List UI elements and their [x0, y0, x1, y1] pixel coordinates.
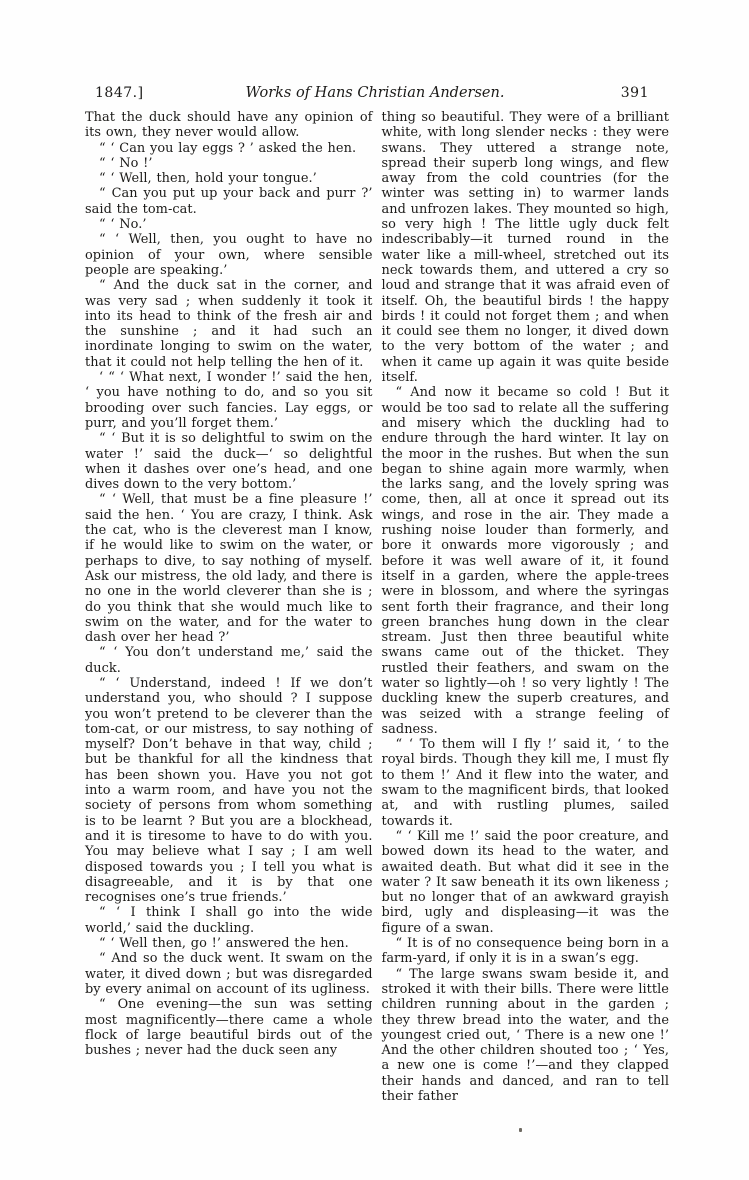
paragraph: “ ‘ Well, that must be a fine pleasure !’ said the hen. ‘ You are crazy, I think. Ask the cat, who is the cleverest man I know, if he would like to swim on the water, or perhaps to dive, to say nothing of myself. Ask our mistress, the old lady, and there is no one in the world cleverer than she is ; do you think that she would much like to swim on the water, and for the water to dash over her head ?’ [85, 492, 373, 646]
paragraph: “ It is of no consequence being born in a farm-yard, if only it is in a swan’s egg. [381, 936, 669, 967]
paragraph: That the duck should have any opinion of its own, they never would allow. [85, 110, 373, 141]
paragraph: “ ‘ Well, then, you ought to have no opinion of your own, where sensible people are speaking.’ [85, 232, 373, 278]
paragraph: “ And now it became so cold ! But it would be too sad to relate all the suffering and misery which the duckling had to endure through the hard winter. It lay on the moor in the rushes. But when the sun began to shine again more warmly, when the larks sang, and the lovely spring was come, then, all at once it spread out its wings, and rose in the air. They made a rushing noise louder than formerly, and bore it onwards more vigorously ; and before it was well aware of it, it found itself in a garden, where the apple-trees were in blossom, and where the syringas sent forth their fragrance, and their long green branches hung down in the clear stream. Just then three beautiful white swans came out of the thicket. They rustled their feathers, and swam on the water so lightly—oh ! so very lightly ! The duckling knew the superb creatures, and was seized with a strange feeling of sadness. [381, 385, 669, 737]
paragraph: “ And so the duck went. It swam on the water, it dived down ; but was disregarded by every animal on account of its ugliness. [85, 951, 373, 997]
paragraph: “ ‘ But it is so delightful to swim on the water !’ said the duck—‘ so delightful when it dashes over one’s head, and one dives down to the very bottom.’ [85, 431, 373, 493]
paragraph: “ ‘ Well then, go !’ answered the hen. [99, 936, 349, 952]
header-title: Works of Hans Christian Andersen. [245, 85, 505, 101]
paragraph: ‘ “ ‘ What next, I wonder !’ said the hen, ‘ you have nothing to do, and so you sit brooding over such fancies. Lay eggs, or purr, and you’ll forget them.’ [85, 370, 373, 431]
paragraph: “ One evening—the sun was setting most magnificently—there came a whole flock of large beautiful birds out of the bushes ; never had the duck seen any [85, 997, 373, 1059]
text-columns [85, 110, 669, 1104]
paragraph: “ And the duck sat in the corner, and was very sad ; when suddenly it took it into its head to think of the fresh air and the sunshine ; and it had such an inordinate longing to swim on the water, that it could not help telling the hen of it. [85, 278, 373, 370]
paragraph: “ Can you put up your back and purr ?’ said the tom-cat. [85, 186, 373, 217]
paragraph: “ ‘ Kill me !’ said the poor creature, and bowed down its head to the water, and awaited death. But what did it see in the water ? It saw beneath it its own likeness ; but no longer that of an awkward grayish bird, ugly and displeasing—it was the figure of a swan. [381, 828, 669, 936]
paragraph: “ ‘ To them will I fly !’ said it, ‘ to the royal birds. Though they kill me, I must fly to them !’ And it flew into the water, and swam to the magnificent birds, that looked at, and with rustling plumes, sailed towards it. [381, 737, 669, 829]
paragraph: “ ‘ Understand, indeed ! If we don’t understand you, who should ? I suppose you won’t pretend to be cleverer than the tom-cat, or our mistress, to say nothing of myself? Don’t behave in that way, child ; but be thankful for all the kindness that has been shown you. Have you not got into a warm room, and have you not the society of persons from whom something is to be learnt ? But you are a blockhead, and it is tiresome to have to do with you. You may believe what I say ; I am well disposed towards you ; I tell you what is disagreeable, and it is by that one recognises one’s true friends.’ [85, 675, 373, 906]
paragraph: “ ‘ Can you lay eggs ? ’ asked the hen. [99, 140, 357, 156]
header-page-number: 391 [620, 85, 649, 101]
right-column [382, 110, 670, 1104]
paragraph: “ ‘ Well, then, hold your tongue.’ [99, 171, 317, 187]
paragraph: “ The large swans swam beside it, and stroked it with their bills. There were little children running about in the garden ; they threw bread into the water, and the youngest cried out, ‘ There is a new one !’ And the other children shouted too ; ‘ Yes, a new one is come !’—and they clapped their hands and danced, and ran to tell their father [381, 966, 669, 1104]
paragraph: “ ‘ You don’t understand me,’ said the duck. [85, 645, 373, 676]
paragraph: “ ‘ No !’ [99, 155, 153, 171]
paragraph: thing so beautiful. They were of a brilliant white, with long slender necks : they were swans. They uttered a strange note, spread their superb long wings, and flew away from the cold countries (for the winter was setting in) to warmer lands and unfrozen lakes. They mounted so high, so very high ! The little ugly duck felt indescribably—it turned round in the water like a mill-wheel, stretched out its neck towards them, and uttered a cry so loud and strange that it was afraid even of itself. Oh, the beautiful birds ! the happy birds ! it could not forget them ; and when it could see them no longer, it dived down to the very bottom of the water ; and when it came up again it was quite beside itself. [381, 110, 669, 386]
header-date: 1847.] [95, 85, 144, 101]
running-head [85, 85, 665, 102]
paragraph: “ ‘ No.’ [99, 217, 147, 233]
left-column [85, 110, 373, 1104]
scan-artifact-speck [519, 1128, 522, 1132]
paragraph: “ ‘ I think I shall go into the wide world,’ said the duckling. [85, 905, 373, 936]
